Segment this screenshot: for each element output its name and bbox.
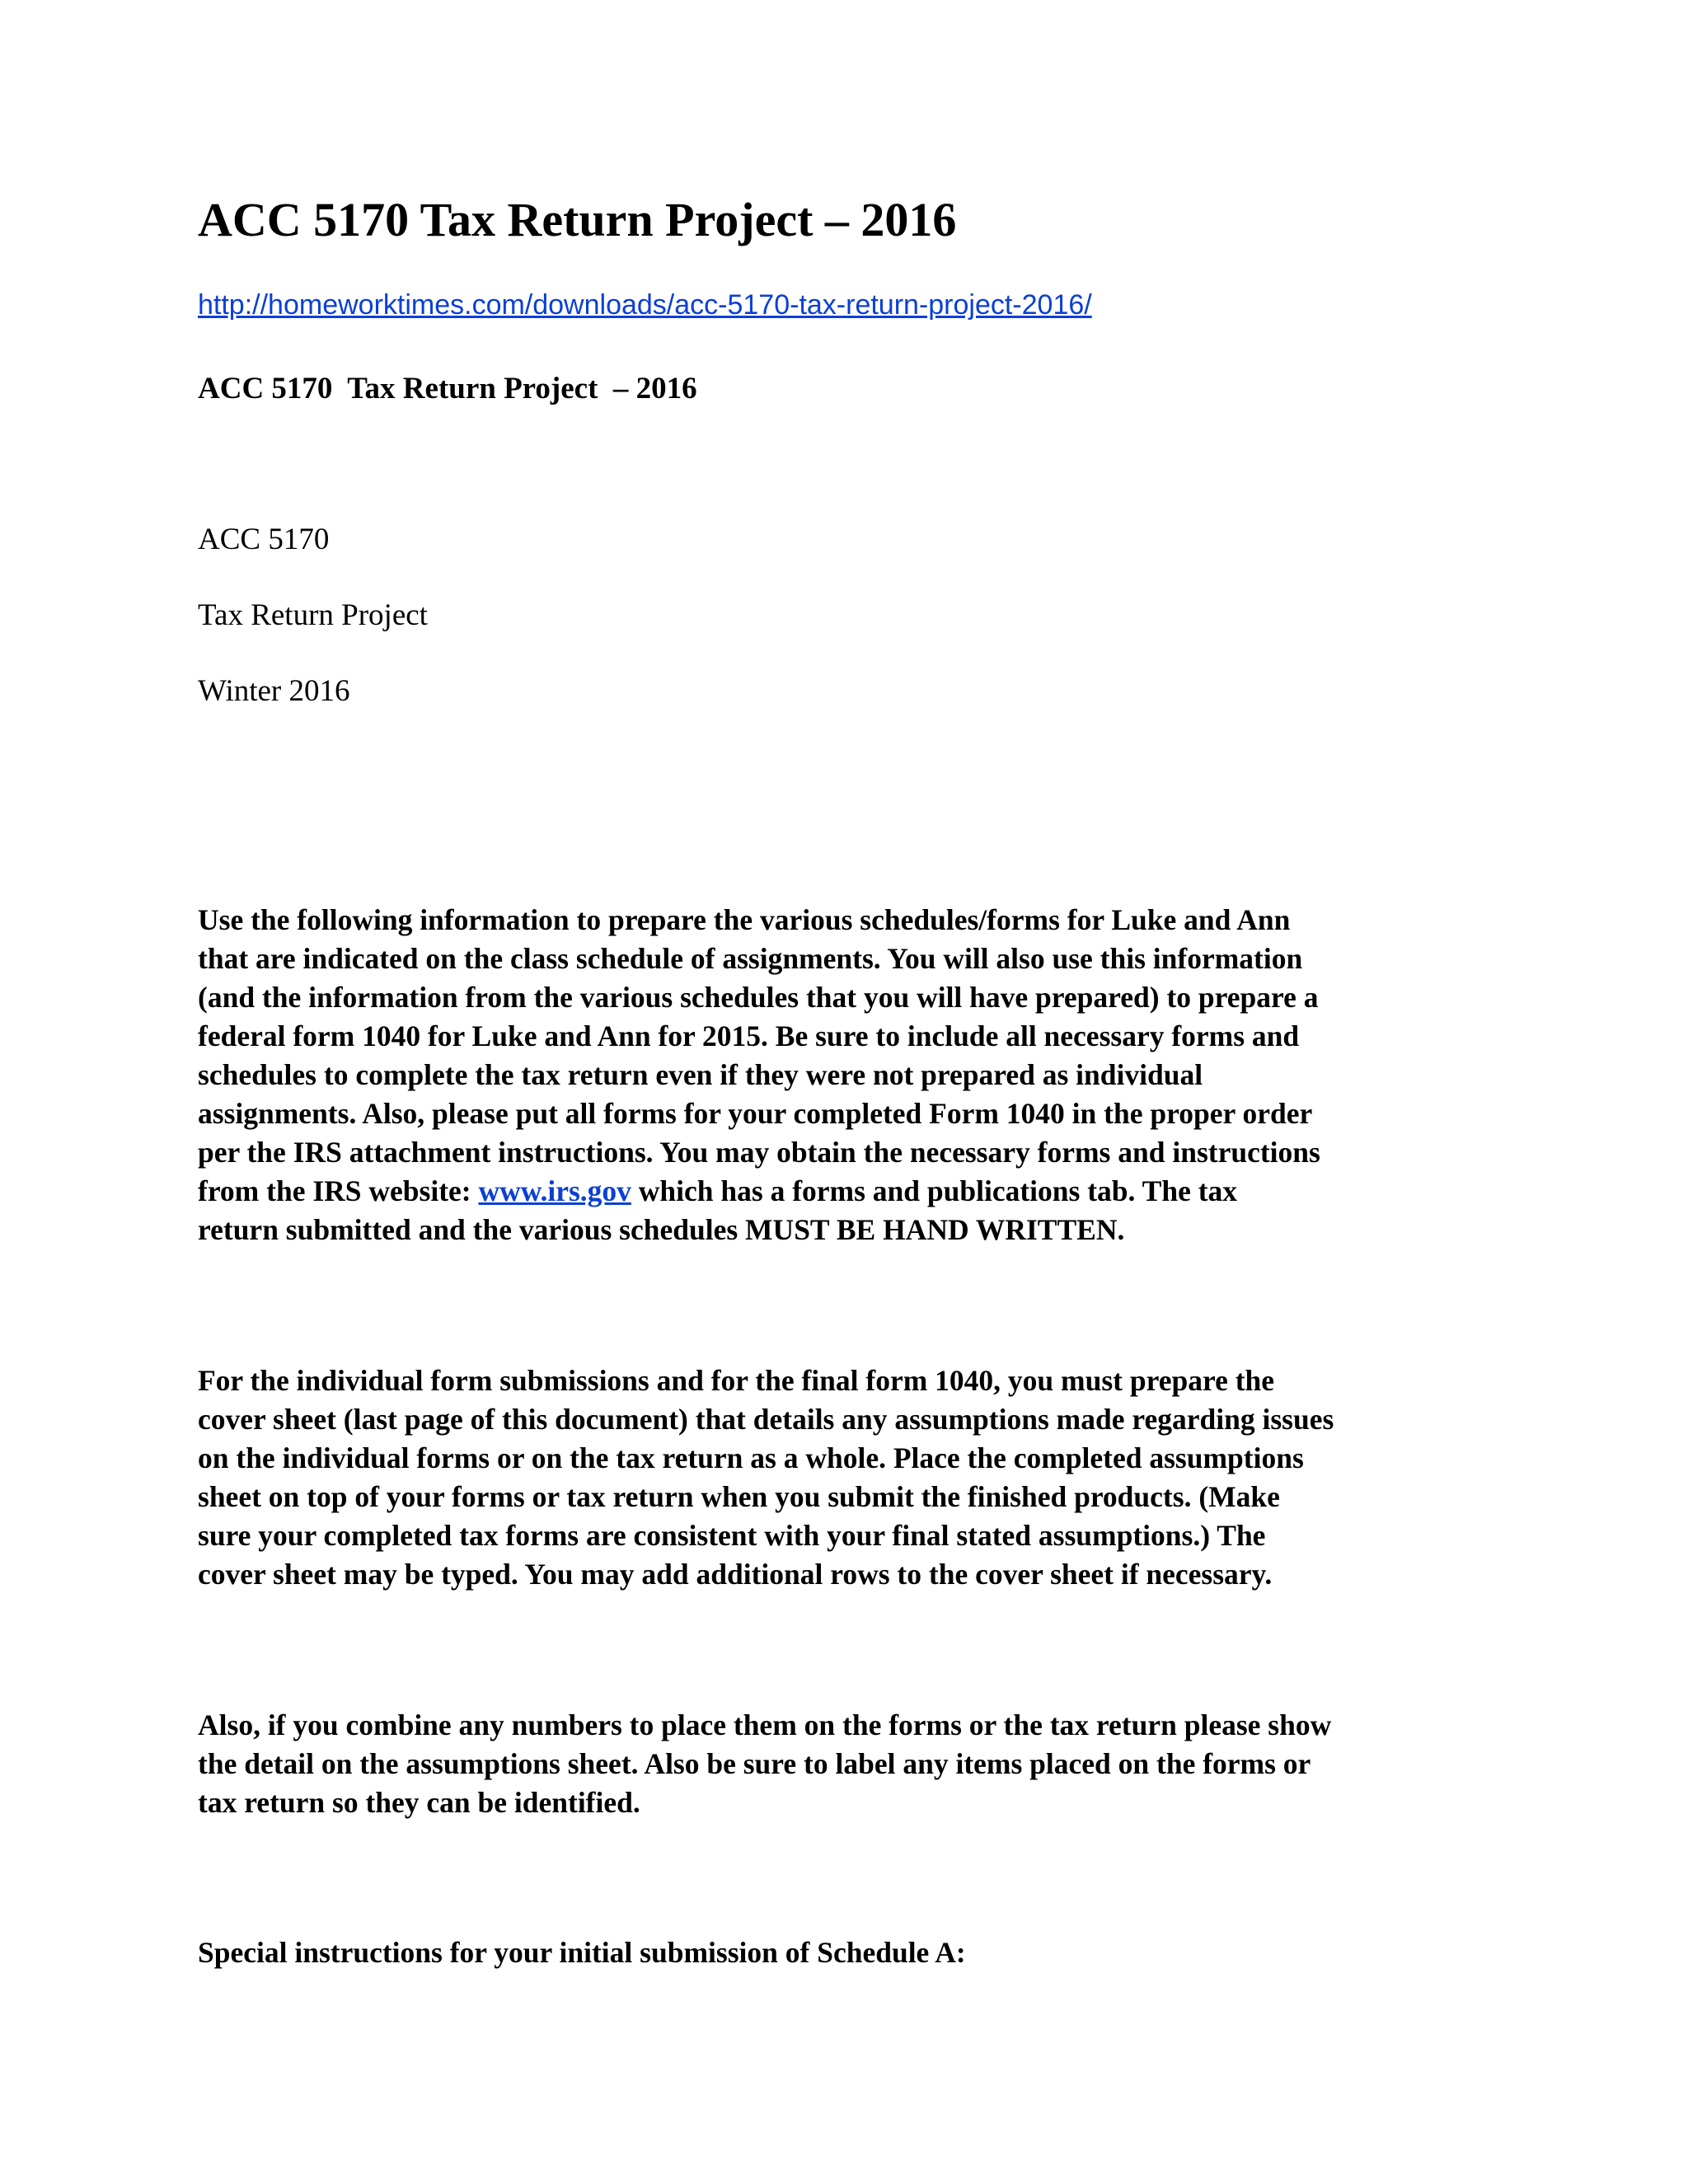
paragraph-line: Use the following information to prepare the various schedules/forms for Luke and Ann [198,903,1291,936]
paragraph-line: Also, if you combine any numbers to place them on the forms or the tax return please show [198,1708,1332,1741]
document-subtitle: ACC 5170 Tax Return Project – 2016 [198,372,697,405]
special-instructions-heading [198,1933,1500,1972]
instructions-paragraph [198,901,1500,1249]
paragraph-line: schedules to complete the tax return even if they were not prepared as individual [198,1058,1203,1091]
paragraph-line: sheet on top of your forms or tax return when you submit the finished products. (Make [198,1480,1280,1513]
line-text: from the IRS website: [198,1174,479,1207]
paragraph-line [198,1172,1500,1211]
document-title: ACC 5170 Tax Return Project – 2016 [198,193,957,246]
paragraph-line: assignments. Also, please put all forms for your completed Form 1040 in the proper order [198,1097,1313,1130]
document-page [198,0,1517,2184]
paragraph-line: sure your completed tax forms are consistent with your final stated assumptions.) The [198,1519,1266,1552]
paragraph-line: For the individual form submissions and for the final form 1040, you must prepare the [198,1364,1275,1397]
paragraph-line: that are indicated on the class schedule of assignments. You will also use this information [198,942,1303,975]
course-label: ACC 5170 [198,523,330,556]
paragraph-line: per the IRS attachment instructions. You may obtain the necessary forms and instructions [198,1136,1320,1169]
paragraph-line: the detail on the assumptions sheet. Also be sure to label any items placed on the forms or [198,1747,1311,1780]
project-label: Tax Return Project [198,598,428,632]
paragraph-line: (and the information from the various schedules that you will have prepared) to prepare a [198,981,1319,1014]
combine-numbers-paragraph [198,1706,1500,1822]
paragraph-line: federal form 1040 for Luke and Ann for 2015. Be sure to include all necessary forms and [198,1019,1300,1052]
line-text: which has a forms and publications tab. The tax [631,1174,1238,1207]
cover-sheet-paragraph [198,1361,1500,1594]
source-link[interactable]: http://homeworktimes.com/downloads/acc-5170-tax-return-project-2016/ [198,289,1092,321]
irs-website-link[interactable]: www.irs.gov [478,1174,631,1207]
paragraph-line: on the individual forms or on the tax return as a whole. Place the completed assumptions [198,1441,1304,1474]
heading-text: Special instructions for your initial submission of Schedule A: [198,1936,966,1969]
paragraph-line: tax return so they can be identified. [198,1786,640,1819]
paragraph-line: cover sheet may be typed. You may add additional rows to the cover sheet if necessary. [198,1558,1273,1591]
paragraph-line: cover sheet (last page of this document) that details any assumptions made regarding issues [198,1403,1334,1436]
paragraph-line: return submitted and the various schedules MUST BE HAND WRITTEN. [198,1213,1125,1246]
term-label: Winter 2016 [198,674,350,708]
